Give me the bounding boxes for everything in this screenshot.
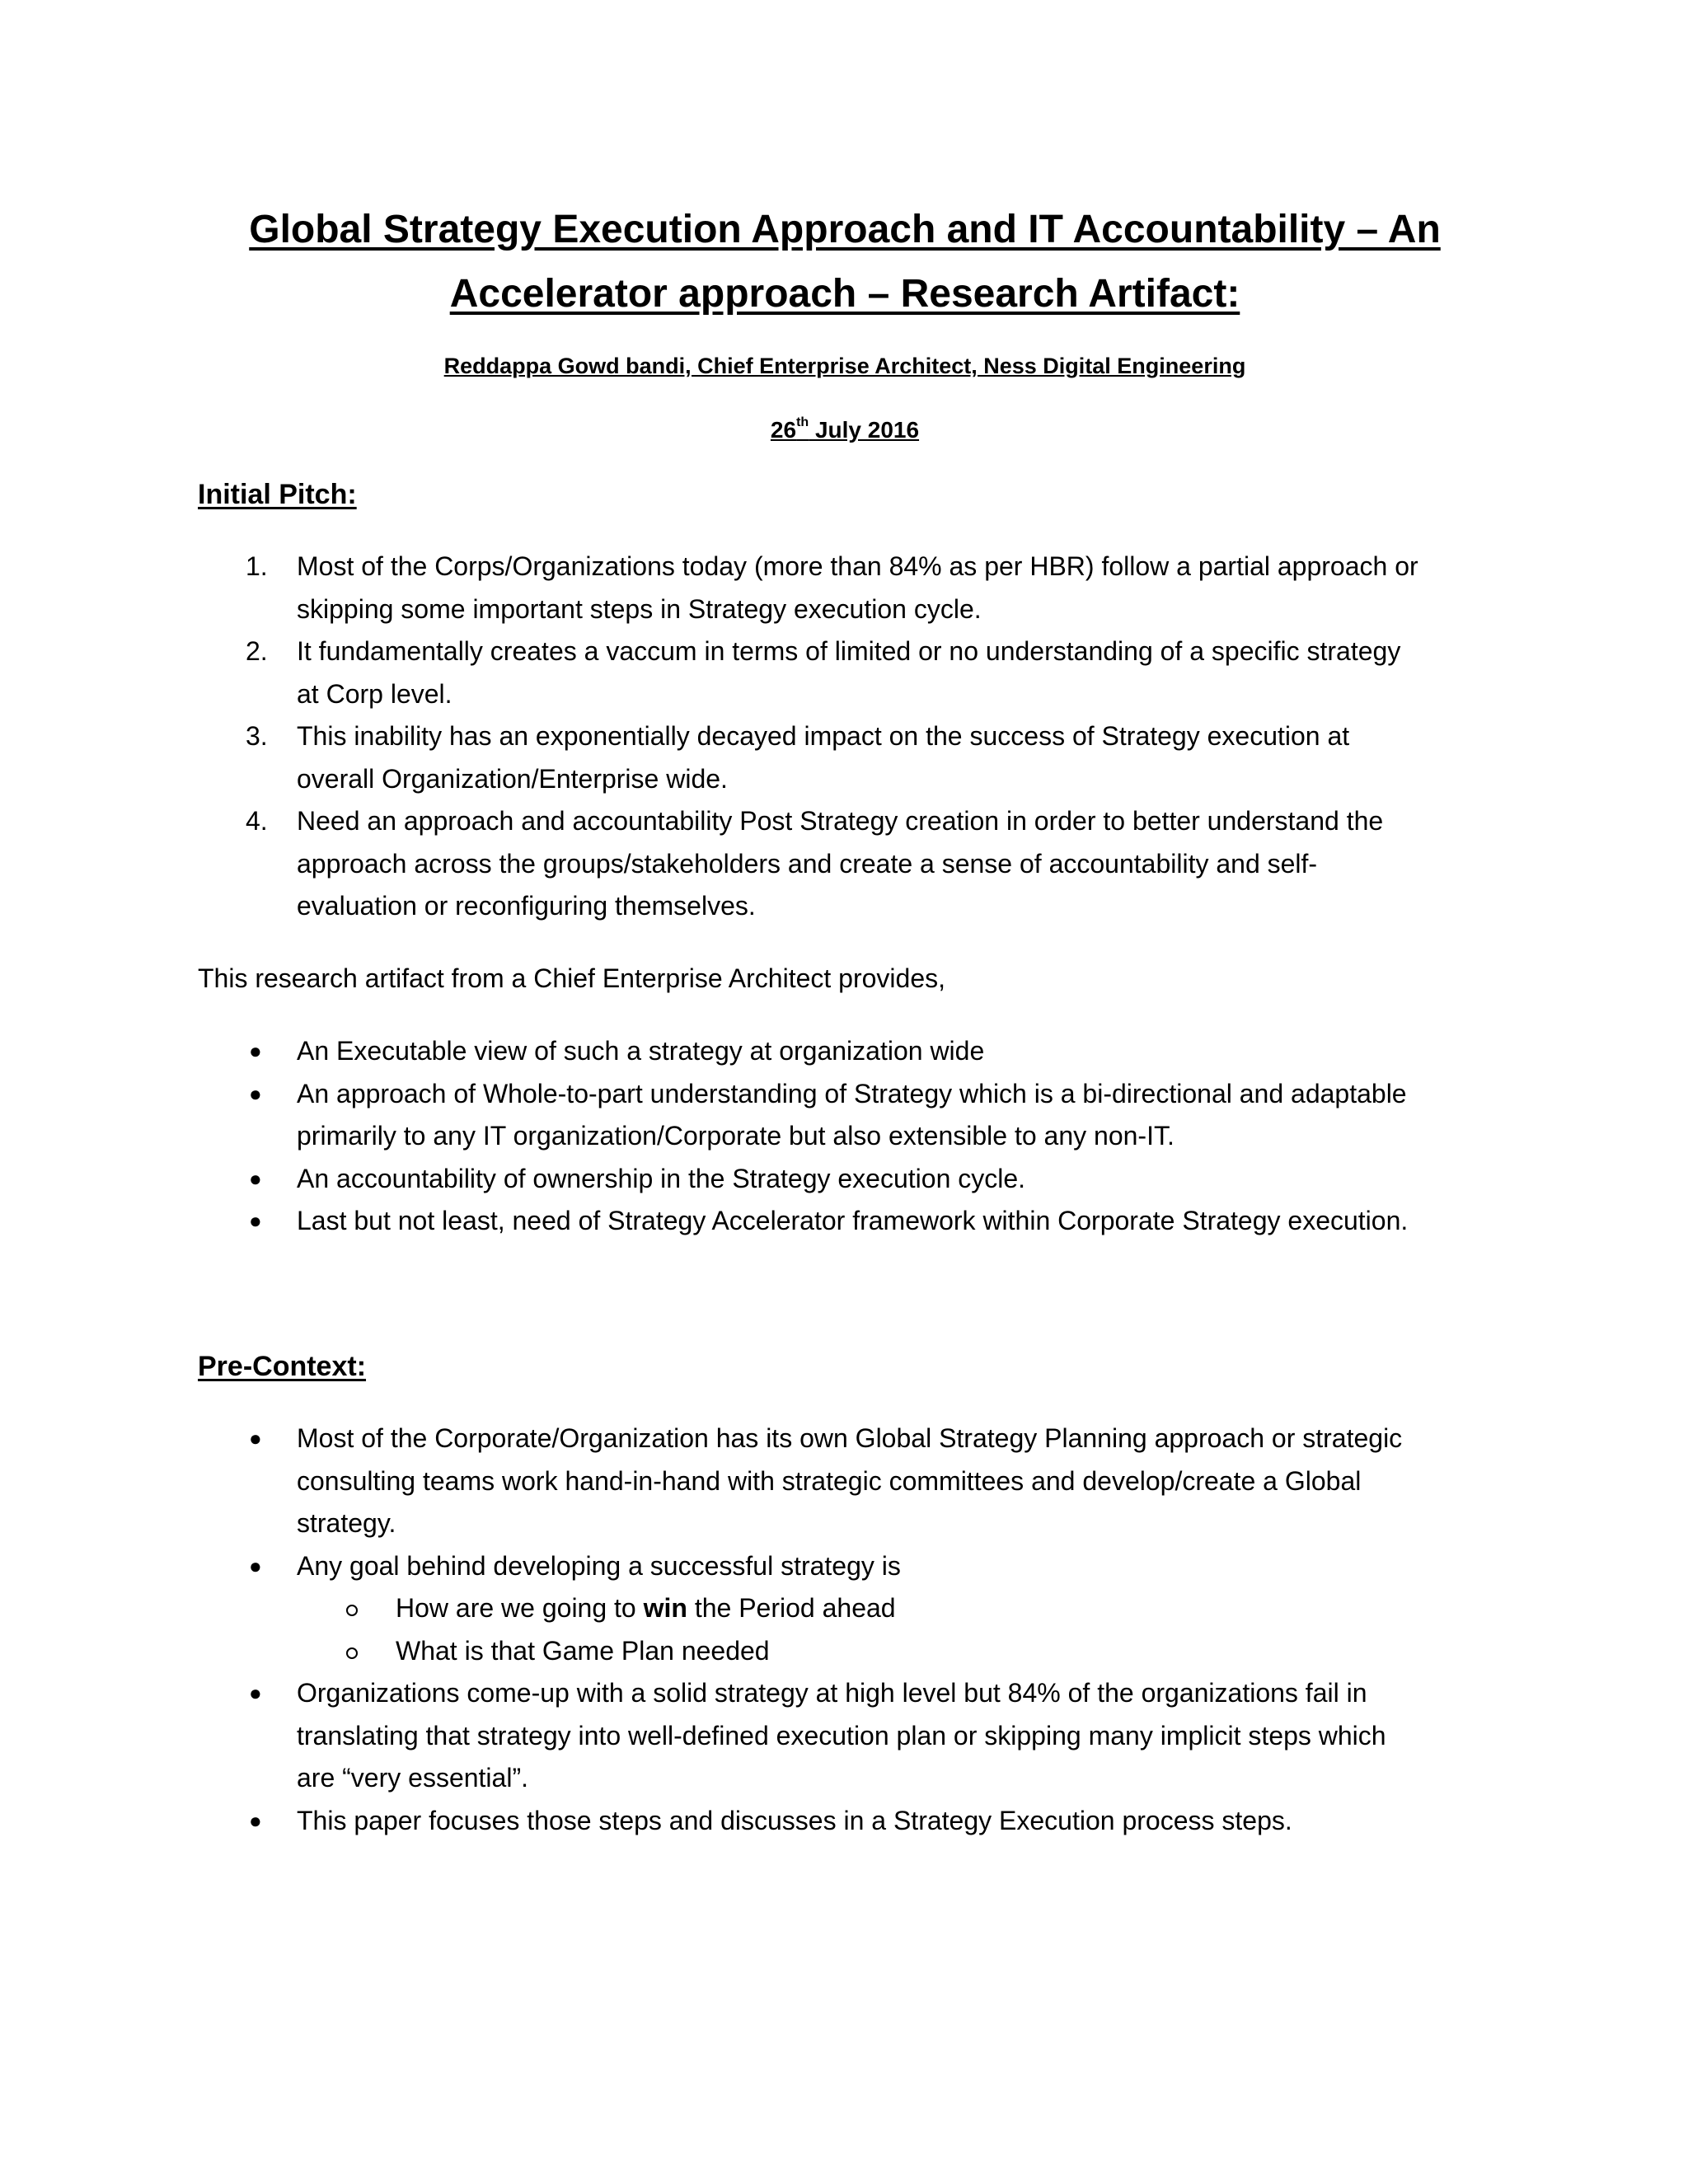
list-item: ● Most of the Corporate/Organization has its own Global Strategy Planning approach or strategic consulting teams work hand-in-hand with strategic committees and develop/create a Global strategy. xyxy=(198,1418,1517,1545)
list-item: 2. It fundamentally creates a vaccum in terms of limited or no understanding of a specific strategy at Corp level. xyxy=(246,636,1401,709)
bullet-icon: ● xyxy=(249,1080,262,1106)
sub-list-item: What is that Game Plan needed xyxy=(198,1630,1517,1673)
bullet-icon: ● xyxy=(249,1208,262,1233)
list-item: 3. This inability has an exponentially decayed impact on the success of Strategy execution at overall Organization/Enterprise wide. xyxy=(246,721,1350,794)
sub-list-item: How are we going to win the Period ahead xyxy=(198,1587,1517,1630)
title-line-1: Global Strategy Execution Approach and IT Accountability – An xyxy=(249,208,1441,251)
list-item: ● Organizations come-up with a solid strategy at high level but 84% of the organizations fail in translating that strategy into well-defined execution plan or skipping many implicit steps which are “very essential”. xyxy=(198,1672,1517,1800)
pre-context-list xyxy=(198,1418,1517,1842)
author-line: Reddappa Gowd bandi, Chief Enterprise Architect, Ness Digital Engineering xyxy=(443,354,1246,378)
circle-bullet-icon xyxy=(346,1605,358,1616)
list-item: ● An accountability of ownership in the Strategy execution cycle. xyxy=(198,1158,1517,1201)
sub-list xyxy=(198,1587,1517,1672)
bullet-icon: ● xyxy=(249,1426,262,1451)
list-item: ● This paper focuses those steps and discusses in a Strategy Execution process steps. xyxy=(198,1800,1517,1843)
list-item: ● An approach of Whole-to-part understanding of Strategy which is a bi-directional and adaptable primarily to any IT organization/Corporate but also extensible to any non-IT. xyxy=(198,1073,1517,1158)
initial-pitch-list xyxy=(198,546,1517,928)
section-heading-pre-context: Pre-Context: xyxy=(198,1351,367,1382)
list-item: ● Last but not least, need of Strategy Accelerator framework within Corporate Strategy execution. xyxy=(198,1200,1517,1243)
provides-intro: This research artifact from a Chief Enterprise Architect provides, xyxy=(198,963,946,993)
circle-bullet-icon xyxy=(346,1647,358,1659)
list-item: ● An Executable view of such a strategy at organization wide xyxy=(198,1030,1517,1073)
bullet-icon: ● xyxy=(249,1038,262,1063)
bullet-icon: ● xyxy=(249,1680,262,1705)
title-line-2: Accelerator approach – Research Artifact: xyxy=(449,272,1240,316)
document-title xyxy=(198,198,1492,326)
provides-list xyxy=(198,1030,1517,1243)
list-item: 1. Most of the Corps/Organizations today (more than 84% as per HBR) follow a partial approach or skipping some important steps in Strategy execution cycle. xyxy=(246,551,1418,624)
bullet-icon: ● xyxy=(249,1553,262,1578)
list-item: 4. Need an approach and accountability Post Strategy creation in order to better understand the approach across the groups/stakeholders and create a sense of accountability and self- evaluation or reconfiguring themselves. xyxy=(246,806,1384,921)
list-item: ● Any goal behind developing a successful strategy is How are we going to win the Period ahead What is that Game Plan needed xyxy=(198,1545,1517,1673)
date-line: 26th July 2016 xyxy=(770,415,920,443)
bullet-icon: ● xyxy=(249,1165,262,1191)
bullet-icon: ● xyxy=(249,1807,262,1833)
section-heading-initial-pitch: Initial Pitch: xyxy=(198,479,357,510)
